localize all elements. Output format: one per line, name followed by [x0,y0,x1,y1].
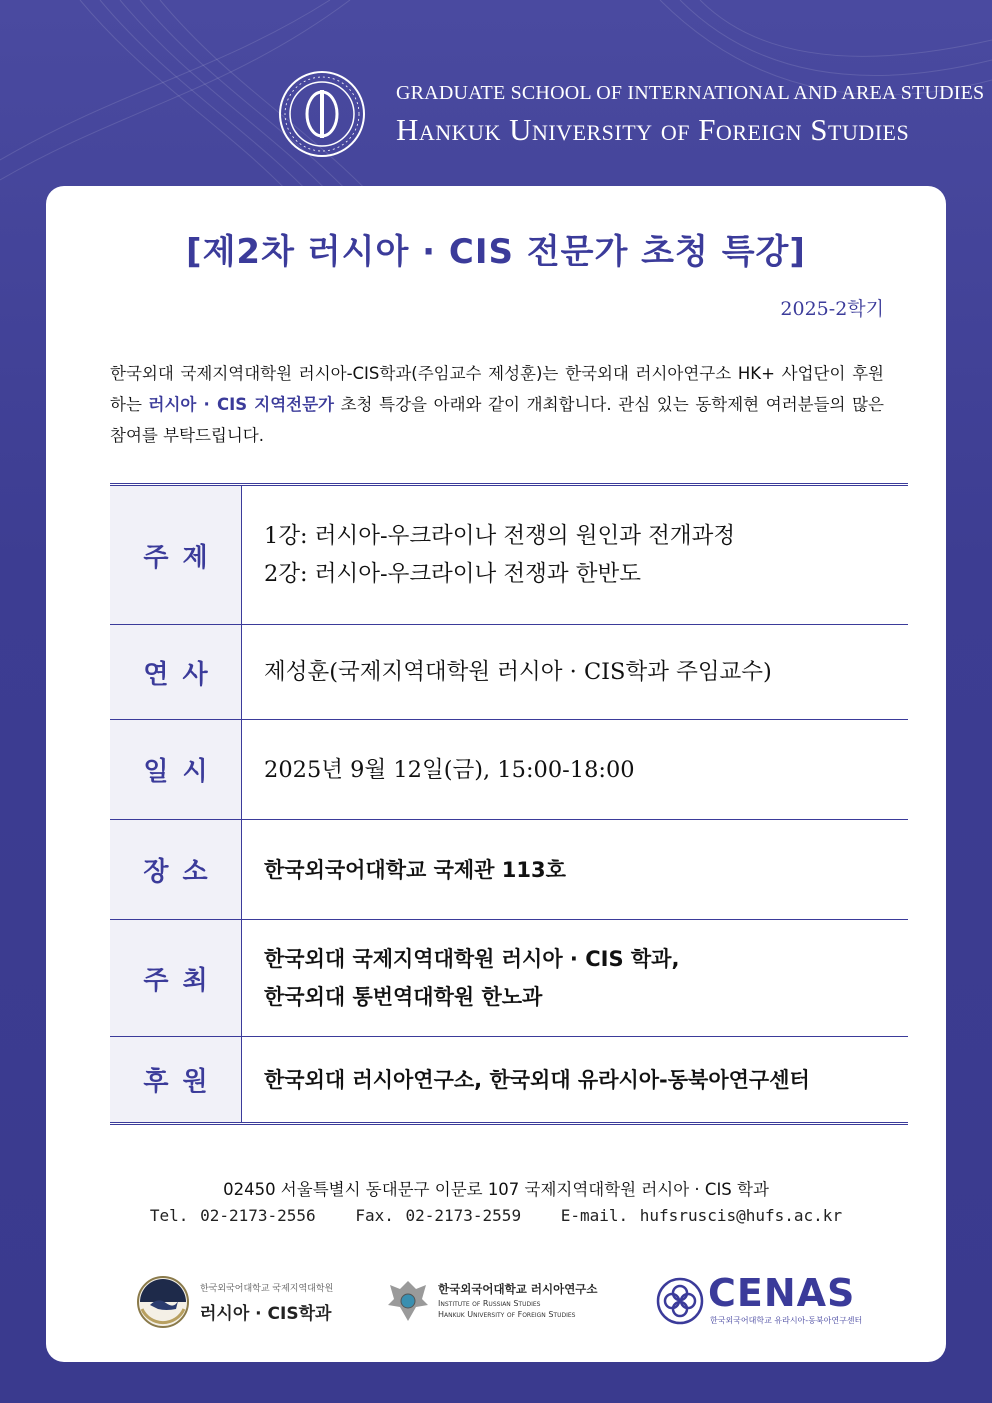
intro-text-part1: 한국외대 국제지역대학원 러시아-CIS학과(주임교수 제성훈)는 한국외대 러시아연구소 HK+ 사업단이 후원하는 [110,364,884,414]
university-seal-icon [278,70,366,158]
info-label-host: 주최 [110,920,242,1036]
logo2-big-text: 한국외국어대학교 러시아연구소 [438,1282,598,1296]
topic-line-1: 1강: 러시아-우크라이나 전쟁의 원인과 전개과정 [264,523,736,549]
info-label-topic: 주제 [110,486,242,624]
event-info-table [110,483,908,1125]
info-value-speaker: 제성훈(국제지역대학원 러시아 · CIS학과 주임교수) [264,659,772,685]
logo1-small-text: 한국외국어대학교 국제지역대학원 [200,1284,334,1294]
info-label-speaker: 연사 [110,625,242,719]
logo3-small-text: 한국외국어대학교 유라시아-동북아연구센터 [710,1316,863,1325]
info-value-topic [242,486,908,624]
eagle-emblem-icon [386,1275,430,1325]
footer-email[interactable]: E-mail. hufsruscis@hufs.ac.kr [560,1206,843,1225]
host-line-2: 한국외대 통번역대학원 한노과 [264,985,543,1009]
university-name-english: Hankuk University of Foreign Studies [396,112,910,147]
school-header [278,70,985,170]
logo-strip [136,1271,876,1331]
info-value-host [242,920,908,1036]
russian-studies-institute-logo [386,1273,626,1329]
semester-label: 2025-2학기 [780,298,884,320]
info-row-sponsor [110,1037,908,1122]
info-row-topic [110,486,908,625]
school-name-english: GRADUATE SCHOOL OF INTERNATIONAL AND AREA STUDIES [396,82,985,104]
intro-paragraph [110,358,884,451]
globe-emblem-icon [136,1275,190,1329]
info-row-place [110,820,908,920]
logo2-small-text-1: Institute of Russian Studies [438,1299,541,1308]
info-value-sponsor: 한국외대 러시아연구소, 한국외대 유라시아-동북아연구센터 [264,1067,810,1092]
info-label-place: 장소 [110,820,242,919]
footer-contact [46,1206,946,1225]
info-label-date: 일시 [110,720,242,819]
info-row-host [110,920,908,1037]
info-label-sponsor: 후원 [110,1037,242,1122]
logo2-small-text-2: Hankuk University of Foreign Studies [438,1310,576,1319]
footer-address: 02450 서울특별시 동대문구 이문로 107 국제지역대학원 러시아 · CIS 학과 [223,1180,769,1199]
intro-highlight: 러시아 · CIS 지역전문가 [148,395,334,414]
logo3-big-text: CENAS [708,1271,856,1315]
content-card [46,186,946,1362]
knot-emblem-icon [656,1277,704,1325]
info-value-place: 한국외국어대학교 국제관 113호 [264,857,566,882]
cenas-logo [656,1273,876,1329]
logo1-big-text: 러시아 · CIS학과 [200,1304,332,1324]
host-line-1: 한국외대 국제지역대학원 러시아 · CIS 학과, [264,947,680,971]
footer-fax: Fax. 02-2173-2559 [355,1206,522,1225]
russia-cis-dept-logo [136,1275,356,1329]
info-row-speaker [110,625,908,720]
footer-tel: Tel. 02-2173-2556 [149,1206,316,1225]
info-row-date [110,720,908,820]
intro-text-part2: 초청 특강을 아래와 같이 개최합니다. 관심 있는 동학제현 여러분들의 많은 참여를 부탁드립니다. [110,395,884,445]
topic-line-2: 2강: 러시아-우크라이나 전쟁과 한반도 [264,561,641,587]
page-title: [제2차 러시아 · CIS 전문가 초청 특강] [186,232,806,272]
info-value-date: 2025년 9월 12일(금), 15:00-18:00 [264,756,635,783]
